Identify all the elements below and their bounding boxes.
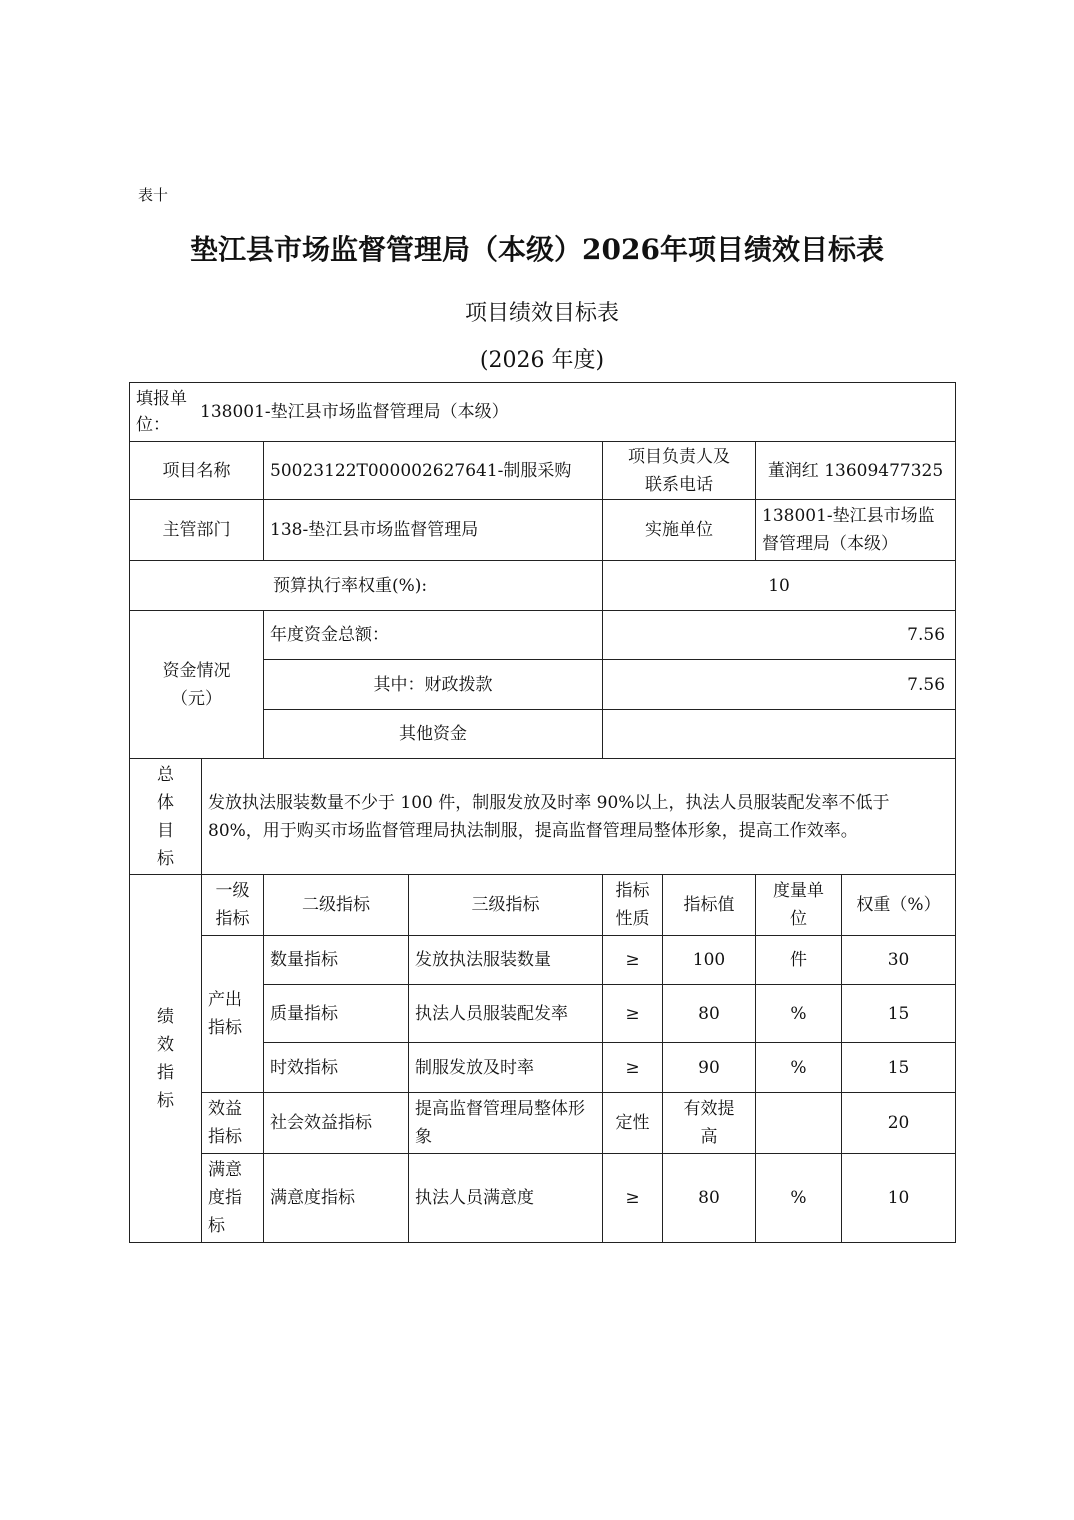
level2-cell: 时效指标 <box>264 1043 409 1093</box>
level1-benefit: 效益指标 <box>202 1093 264 1154</box>
weight-cell: 30 <box>842 936 956 985</box>
level2-cell: 社会效益指标 <box>264 1093 409 1154</box>
unit-cell: % <box>756 1043 842 1093</box>
table-year: (2026 年度) <box>479 348 605 373</box>
nature-cell: ≥ <box>603 936 663 985</box>
unit-cell: % <box>756 1154 842 1243</box>
project-name-label: 项目名称 <box>130 442 264 500</box>
other-funds-value <box>603 710 956 759</box>
level3-cell: 制服发放及时率 <box>409 1043 603 1093</box>
header-nature: 指标性质 <box>603 875 663 936</box>
level1-satisfaction: 满意度指标 <box>202 1154 264 1243</box>
filler-label: 填报单位： <box>136 389 187 435</box>
dept-label: 主管部门 <box>130 500 264 561</box>
header-level2: 二级指标 <box>264 875 409 936</box>
nature-cell: ≥ <box>603 1154 663 1243</box>
value-cell: 有效提高 <box>663 1093 756 1154</box>
budget-rate-label: 预算执行率权重(%): <box>130 561 603 611</box>
project-name-value: 50023122T000002627641-制服采购 <box>264 442 603 500</box>
level3-cell: 执法人员满意度 <box>409 1154 603 1243</box>
header-value: 指标值 <box>663 875 756 936</box>
weight-cell: 15 <box>842 985 956 1043</box>
level3-cell: 提高监督管理局整体形象 <box>409 1093 603 1154</box>
level2-cell: 满意度指标 <box>264 1154 409 1243</box>
level1-output: 产出指标 <box>202 936 264 1093</box>
header-weight: 权重（%） <box>842 875 956 936</box>
filler-value: 138001-垫江县市场监督管理局（本级） <box>200 402 509 422</box>
unit-cell: 件 <box>756 936 842 985</box>
nature-cell: ≥ <box>603 1043 663 1093</box>
value-cell: 80 <box>663 985 756 1043</box>
level3-cell: 执法人员服装配发率 <box>409 985 603 1043</box>
value-cell: 100 <box>663 936 756 985</box>
annual-total-value: 7.56 <box>603 611 956 660</box>
goal-text: 发放执法服装数量不少于 100 件，制服发放及时率 90%以上，执法人员服装配发率不低于 80%，用于购买市场监督管理局执法制服，提高监督管理局整体形象，提高工作效率。 <box>202 759 956 875</box>
value-cell: 80 <box>663 1154 756 1243</box>
header-level1: 一级指标 <box>202 875 264 936</box>
unit-cell: % <box>756 985 842 1043</box>
indicators-section-label: 绩效指标 <box>130 875 202 1243</box>
weight-cell: 15 <box>842 1043 956 1093</box>
contact-label: 项目负责人及联系电话 <box>603 442 756 500</box>
funds-label: 资金情况（元） <box>130 611 264 759</box>
level2-cell: 质量指标 <box>264 985 409 1043</box>
fiscal-value: 7.56 <box>603 660 956 710</box>
level2-cell: 数量指标 <box>264 936 409 985</box>
value-cell: 90 <box>663 1043 756 1093</box>
filler-row <box>130 383 956 442</box>
weight-cell: 10 <box>842 1154 956 1243</box>
table-row <box>130 1093 956 1154</box>
weight-cell: 20 <box>842 1093 956 1154</box>
nature-cell: 定性 <box>603 1093 663 1154</box>
table-tag: 表十 <box>138 186 169 204</box>
budget-rate-value: 10 <box>603 561 956 611</box>
contact-value: 董润红 13609477325 <box>756 442 956 500</box>
table-row <box>130 936 956 985</box>
table-subtitle: 项目绩效目标表 <box>464 301 619 326</box>
impl-label: 实施单位 <box>603 500 756 561</box>
header-level3: 三级指标 <box>409 875 603 936</box>
unit-cell <box>756 1093 842 1154</box>
goal-label: 总体目标 <box>130 759 202 875</box>
impl-value: 138001-垫江县市场监督管理局（本级） <box>756 500 956 561</box>
level3-cell: 发放执法服装数量 <box>409 936 603 985</box>
dept-value: 138-垫江县市场监督管理局 <box>264 500 603 561</box>
performance-table <box>129 382 956 1243</box>
header-unit: 度量单位 <box>756 875 842 936</box>
fiscal-label: 其中：财政拨款 <box>264 660 603 710</box>
other-funds-label: 其他资金 <box>264 710 603 759</box>
table-row <box>130 1154 956 1243</box>
document-title: 垫江县市场监督管理局（本级）2026年项目绩效目标表 <box>190 233 884 266</box>
nature-cell: ≥ <box>603 985 663 1043</box>
annual-total-label: 年度资金总额： <box>264 611 603 660</box>
